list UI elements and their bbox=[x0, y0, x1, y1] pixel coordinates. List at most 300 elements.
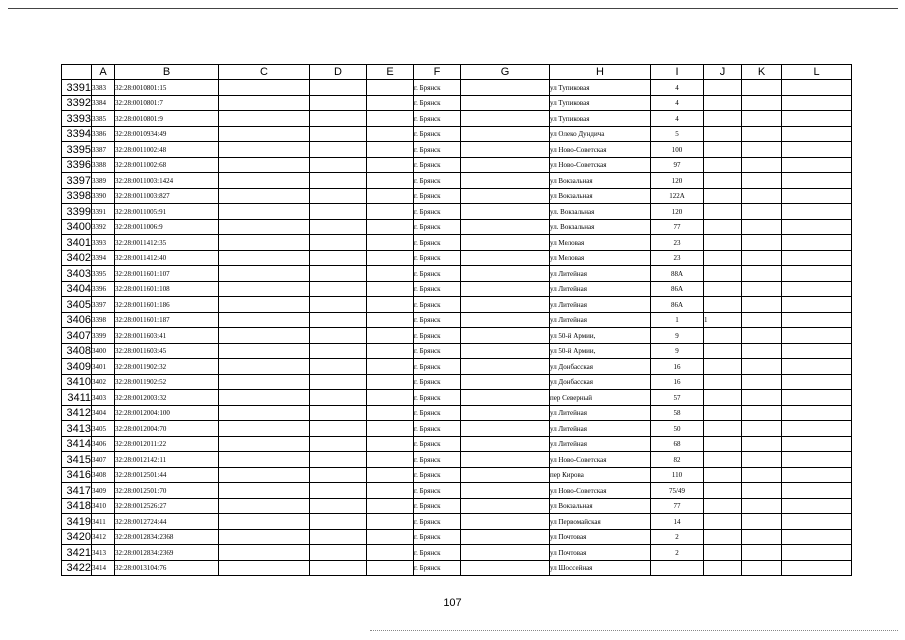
cell-d[interactable] bbox=[310, 297, 367, 313]
cell-street[interactable]: ул Тупиковая bbox=[550, 111, 651, 127]
cell-g[interactable] bbox=[461, 343, 550, 359]
cell-cadastral-number[interactable]: 32:28:0012834:2368 bbox=[115, 529, 219, 545]
cell-cadastral-number[interactable]: 32:28:0010801:9 bbox=[115, 111, 219, 127]
row-number[interactable]: 3392 bbox=[62, 95, 92, 111]
cell-a[interactable]: 3399 bbox=[92, 328, 115, 344]
cell-a[interactable]: 3401 bbox=[92, 359, 115, 375]
cell-house-number[interactable]: 88А bbox=[651, 266, 704, 282]
cell-cadastral-number[interactable]: 32:28:0012526:27 bbox=[115, 498, 219, 514]
cell-a[interactable]: 3402 bbox=[92, 374, 115, 390]
cell-j[interactable] bbox=[704, 421, 742, 437]
cell-c[interactable] bbox=[219, 219, 310, 235]
cell-l[interactable] bbox=[782, 312, 852, 328]
cell-a[interactable]: 3414 bbox=[92, 560, 115, 576]
cell-city[interactable]: г. Брянск bbox=[414, 436, 461, 452]
cell-d[interactable] bbox=[310, 560, 367, 576]
cell-j[interactable] bbox=[704, 390, 742, 406]
cell-l[interactable] bbox=[782, 343, 852, 359]
row-number[interactable]: 3406 bbox=[62, 312, 92, 328]
cell-city[interactable]: г. Брянск bbox=[414, 95, 461, 111]
cell-k[interactable] bbox=[742, 281, 782, 297]
cell-street[interactable]: ул Литейная bbox=[550, 297, 651, 313]
cell-cadastral-number[interactable]: 32:28:0011902:32 bbox=[115, 359, 219, 375]
cell-d[interactable] bbox=[310, 421, 367, 437]
row-number[interactable]: 3415 bbox=[62, 452, 92, 468]
cell-a[interactable]: 3408 bbox=[92, 467, 115, 483]
cell-e[interactable] bbox=[367, 343, 414, 359]
cell-e[interactable] bbox=[367, 390, 414, 406]
cell-l[interactable] bbox=[782, 80, 852, 96]
cell-cadastral-number[interactable]: 32:28:0010801:15 bbox=[115, 80, 219, 96]
cell-a[interactable]: 3389 bbox=[92, 173, 115, 189]
cell-d[interactable] bbox=[310, 219, 367, 235]
cell-d[interactable] bbox=[310, 483, 367, 499]
cell-cadastral-number[interactable]: 32:28:0012011:22 bbox=[115, 436, 219, 452]
cell-j[interactable] bbox=[704, 498, 742, 514]
cell-e[interactable] bbox=[367, 126, 414, 142]
cell-l[interactable] bbox=[782, 483, 852, 499]
cell-c[interactable] bbox=[219, 312, 310, 328]
cell-cadastral-number[interactable]: 32:28:0011412:35 bbox=[115, 235, 219, 251]
cell-a[interactable]: 3410 bbox=[92, 498, 115, 514]
cell-k[interactable] bbox=[742, 405, 782, 421]
cell-e[interactable] bbox=[367, 235, 414, 251]
cell-street[interactable]: ул Литейная bbox=[550, 281, 651, 297]
cell-j[interactable] bbox=[704, 405, 742, 421]
cell-cadastral-number[interactable]: 32:28:0011003:1424 bbox=[115, 173, 219, 189]
cell-a[interactable]: 3383 bbox=[92, 80, 115, 96]
cell-d[interactable] bbox=[310, 235, 367, 251]
cell-d[interactable] bbox=[310, 529, 367, 545]
cell-cadastral-number[interactable]: 32:28:0011002:48 bbox=[115, 142, 219, 158]
cell-g[interactable] bbox=[461, 188, 550, 204]
cell-street[interactable]: ул 50-й Армии, bbox=[550, 343, 651, 359]
cell-j[interactable] bbox=[704, 157, 742, 173]
cell-a[interactable]: 3409 bbox=[92, 483, 115, 499]
column-header-k[interactable]: K bbox=[742, 65, 782, 80]
cell-g[interactable] bbox=[461, 80, 550, 96]
cell-street[interactable]: ул. Вокзальная bbox=[550, 204, 651, 220]
cell-d[interactable] bbox=[310, 95, 367, 111]
cell-e[interactable] bbox=[367, 421, 414, 437]
cell-k[interactable] bbox=[742, 560, 782, 576]
cell-l[interactable] bbox=[782, 328, 852, 344]
cell-k[interactable] bbox=[742, 343, 782, 359]
cell-d[interactable] bbox=[310, 204, 367, 220]
cell-l[interactable] bbox=[782, 281, 852, 297]
cell-k[interactable] bbox=[742, 390, 782, 406]
cell-k[interactable] bbox=[742, 421, 782, 437]
cell-d[interactable] bbox=[310, 514, 367, 530]
cell-house-number[interactable]: 23 bbox=[651, 235, 704, 251]
cell-street[interactable]: ул Почтовая bbox=[550, 529, 651, 545]
cell-a[interactable]: 3397 bbox=[92, 297, 115, 313]
cell-d[interactable] bbox=[310, 498, 367, 514]
cell-city[interactable]: г. Брянск bbox=[414, 312, 461, 328]
cell-city[interactable]: г. Брянск bbox=[414, 390, 461, 406]
cell-house-number[interactable]: 82 bbox=[651, 452, 704, 468]
cell-a[interactable]: 3386 bbox=[92, 126, 115, 142]
cell-a[interactable]: 3405 bbox=[92, 421, 115, 437]
cell-k[interactable] bbox=[742, 452, 782, 468]
cell-l[interactable] bbox=[782, 374, 852, 390]
cell-a[interactable]: 3388 bbox=[92, 157, 115, 173]
cell-street[interactable]: ул Донбасская bbox=[550, 374, 651, 390]
cell-k[interactable] bbox=[742, 328, 782, 344]
cell-l[interactable] bbox=[782, 188, 852, 204]
cell-d[interactable] bbox=[310, 266, 367, 282]
cell-e[interactable] bbox=[367, 560, 414, 576]
cell-e[interactable] bbox=[367, 219, 414, 235]
cell-k[interactable] bbox=[742, 235, 782, 251]
cell-g[interactable] bbox=[461, 405, 550, 421]
cell-city[interactable]: г. Брянск bbox=[414, 235, 461, 251]
cell-city[interactable]: г. Брянск bbox=[414, 545, 461, 561]
cell-g[interactable] bbox=[461, 250, 550, 266]
cell-house-number[interactable]: 100 bbox=[651, 142, 704, 158]
cell-c[interactable] bbox=[219, 204, 310, 220]
cell-c[interactable] bbox=[219, 560, 310, 576]
cell-cadastral-number[interactable]: 32:28:0011601:108 bbox=[115, 281, 219, 297]
cell-cadastral-number[interactable]: 32:28:0012501:44 bbox=[115, 467, 219, 483]
cell-c[interactable] bbox=[219, 343, 310, 359]
cell-street[interactable]: ул Литейная bbox=[550, 405, 651, 421]
cell-g[interactable] bbox=[461, 126, 550, 142]
cell-l[interactable] bbox=[782, 126, 852, 142]
cell-j[interactable] bbox=[704, 514, 742, 530]
cell-e[interactable] bbox=[367, 188, 414, 204]
cell-c[interactable] bbox=[219, 514, 310, 530]
row-number[interactable]: 3413 bbox=[62, 421, 92, 437]
cell-g[interactable] bbox=[461, 545, 550, 561]
cell-street[interactable]: ул Меловая bbox=[550, 235, 651, 251]
cell-cadastral-number[interactable]: 32:28:0011601:186 bbox=[115, 297, 219, 313]
cell-cadastral-number[interactable]: 32:28:0010934:49 bbox=[115, 126, 219, 142]
cell-k[interactable] bbox=[742, 266, 782, 282]
cell-l[interactable] bbox=[782, 529, 852, 545]
cell-city[interactable]: г. Брянск bbox=[414, 219, 461, 235]
cell-street[interactable]: ул 50-й Армии, bbox=[550, 328, 651, 344]
cell-k[interactable] bbox=[742, 529, 782, 545]
cell-k[interactable] bbox=[742, 80, 782, 96]
cell-a[interactable]: 3392 bbox=[92, 219, 115, 235]
cell-g[interactable] bbox=[461, 297, 550, 313]
cell-house-number[interactable]: 14 bbox=[651, 514, 704, 530]
cell-c[interactable] bbox=[219, 250, 310, 266]
cell-a[interactable]: 3407 bbox=[92, 452, 115, 468]
row-number[interactable]: 3391 bbox=[62, 80, 92, 96]
cell-city[interactable]: г. Брянск bbox=[414, 483, 461, 499]
cell-street[interactable]: ул Олеко Дундича bbox=[550, 126, 651, 142]
row-number[interactable]: 3410 bbox=[62, 374, 92, 390]
cell-c[interactable] bbox=[219, 157, 310, 173]
cell-house-number[interactable]: 50 bbox=[651, 421, 704, 437]
cell-g[interactable] bbox=[461, 390, 550, 406]
cell-street[interactable]: ул Ново-Советская bbox=[550, 452, 651, 468]
cell-cadastral-number[interactable]: 32:28:0011601:107 bbox=[115, 266, 219, 282]
cell-k[interactable] bbox=[742, 95, 782, 111]
cell-d[interactable] bbox=[310, 312, 367, 328]
cell-cadastral-number[interactable]: 32:28:0013104:76 bbox=[115, 560, 219, 576]
cell-d[interactable] bbox=[310, 281, 367, 297]
cell-city[interactable]: г. Брянск bbox=[414, 467, 461, 483]
cell-c[interactable] bbox=[219, 405, 310, 421]
cell-j[interactable] bbox=[704, 436, 742, 452]
cell-city[interactable]: г. Брянск bbox=[414, 188, 461, 204]
column-header-c[interactable]: C bbox=[219, 65, 310, 80]
cell-street[interactable]: ул Вокзальная bbox=[550, 173, 651, 189]
cell-house-number[interactable]: 77 bbox=[651, 498, 704, 514]
cell-house-number[interactable]: 120 bbox=[651, 173, 704, 189]
cell-j[interactable] bbox=[704, 452, 742, 468]
cell-a[interactable]: 3390 bbox=[92, 188, 115, 204]
cell-g[interactable] bbox=[461, 157, 550, 173]
cell-city[interactable]: г. Брянск bbox=[414, 328, 461, 344]
row-number[interactable]: 3393 bbox=[62, 111, 92, 127]
cell-e[interactable] bbox=[367, 374, 414, 390]
row-number[interactable]: 3416 bbox=[62, 467, 92, 483]
column-header-g[interactable]: G bbox=[461, 65, 550, 80]
cell-j[interactable]: 1 bbox=[704, 312, 742, 328]
cell-c[interactable] bbox=[219, 436, 310, 452]
cell-g[interactable] bbox=[461, 312, 550, 328]
cell-city[interactable]: г. Брянск bbox=[414, 126, 461, 142]
cell-cadastral-number[interactable]: 32:28:0011603:41 bbox=[115, 328, 219, 344]
cell-l[interactable] bbox=[782, 173, 852, 189]
cell-k[interactable] bbox=[742, 359, 782, 375]
cell-e[interactable] bbox=[367, 483, 414, 499]
cell-j[interactable] bbox=[704, 328, 742, 344]
cell-j[interactable] bbox=[704, 173, 742, 189]
cell-d[interactable] bbox=[310, 374, 367, 390]
cell-d[interactable] bbox=[310, 328, 367, 344]
cell-l[interactable] bbox=[782, 452, 852, 468]
cell-g[interactable] bbox=[461, 452, 550, 468]
cell-k[interactable] bbox=[742, 173, 782, 189]
cell-house-number[interactable]: 75/49 bbox=[651, 483, 704, 499]
cell-j[interactable] bbox=[704, 250, 742, 266]
cell-cadastral-number[interactable]: 32:28:0012004:100 bbox=[115, 405, 219, 421]
cell-city[interactable]: г. Брянск bbox=[414, 421, 461, 437]
cell-e[interactable] bbox=[367, 157, 414, 173]
cell-k[interactable] bbox=[742, 436, 782, 452]
cell-a[interactable]: 3398 bbox=[92, 312, 115, 328]
cell-c[interactable] bbox=[219, 297, 310, 313]
cell-street[interactable]: ул Тупиковая bbox=[550, 80, 651, 96]
cell-house-number[interactable]: 16 bbox=[651, 374, 704, 390]
column-header-h[interactable]: H bbox=[550, 65, 651, 80]
cell-g[interactable] bbox=[461, 498, 550, 514]
cell-e[interactable] bbox=[367, 142, 414, 158]
cell-d[interactable] bbox=[310, 80, 367, 96]
cell-c[interactable] bbox=[219, 80, 310, 96]
row-number[interactable]: 3398 bbox=[62, 188, 92, 204]
cell-l[interactable] bbox=[782, 467, 852, 483]
corner-header[interactable] bbox=[62, 65, 92, 80]
cell-j[interactable] bbox=[704, 219, 742, 235]
cell-c[interactable] bbox=[219, 545, 310, 561]
cell-g[interactable] bbox=[461, 204, 550, 220]
cell-c[interactable] bbox=[219, 421, 310, 437]
cell-e[interactable] bbox=[367, 328, 414, 344]
cell-a[interactable]: 3400 bbox=[92, 343, 115, 359]
cell-g[interactable] bbox=[461, 421, 550, 437]
row-number[interactable]: 3422 bbox=[62, 560, 92, 576]
row-number[interactable]: 3405 bbox=[62, 297, 92, 313]
cell-g[interactable] bbox=[461, 374, 550, 390]
cell-c[interactable] bbox=[219, 498, 310, 514]
cell-l[interactable] bbox=[782, 235, 852, 251]
column-header-d[interactable]: D bbox=[310, 65, 367, 80]
cell-city[interactable]: г. Брянск bbox=[414, 173, 461, 189]
row-number[interactable]: 3417 bbox=[62, 483, 92, 499]
cell-g[interactable] bbox=[461, 142, 550, 158]
cell-j[interactable] bbox=[704, 80, 742, 96]
cell-house-number[interactable]: 23 bbox=[651, 250, 704, 266]
cell-l[interactable] bbox=[782, 142, 852, 158]
cell-house-number[interactable]: 68 bbox=[651, 436, 704, 452]
cell-street[interactable]: ул Вокзальная bbox=[550, 188, 651, 204]
cell-k[interactable] bbox=[742, 126, 782, 142]
cell-house-number[interactable]: 97 bbox=[651, 157, 704, 173]
cell-street[interactable]: ул Вокзальная bbox=[550, 498, 651, 514]
cell-a[interactable]: 3403 bbox=[92, 390, 115, 406]
cell-house-number[interactable]: 1 bbox=[651, 312, 704, 328]
cell-house-number[interactable]: 122А bbox=[651, 188, 704, 204]
cell-house-number[interactable]: 16 bbox=[651, 359, 704, 375]
cell-house-number[interactable]: 77 bbox=[651, 219, 704, 235]
cell-street[interactable]: ул. Вокзальная bbox=[550, 219, 651, 235]
cell-e[interactable] bbox=[367, 281, 414, 297]
cell-city[interactable]: г. Брянск bbox=[414, 514, 461, 530]
cell-cadastral-number[interactable]: 32:28:0011003:827 bbox=[115, 188, 219, 204]
cell-street[interactable]: ул Донбасская bbox=[550, 359, 651, 375]
cell-l[interactable] bbox=[782, 297, 852, 313]
cell-street[interactable]: ул Литейная bbox=[550, 312, 651, 328]
cell-c[interactable] bbox=[219, 266, 310, 282]
cell-cadastral-number[interactable]: 32:28:0012834:2369 bbox=[115, 545, 219, 561]
row-number[interactable]: 3394 bbox=[62, 126, 92, 142]
cell-j[interactable] bbox=[704, 560, 742, 576]
cell-j[interactable] bbox=[704, 266, 742, 282]
cell-e[interactable] bbox=[367, 545, 414, 561]
cell-street[interactable]: ул Меловая bbox=[550, 250, 651, 266]
cell-c[interactable] bbox=[219, 173, 310, 189]
row-number[interactable]: 3419 bbox=[62, 514, 92, 530]
cell-g[interactable] bbox=[461, 235, 550, 251]
cell-g[interactable] bbox=[461, 467, 550, 483]
cell-street[interactable]: ул Шоссейная bbox=[550, 560, 651, 576]
cell-c[interactable] bbox=[219, 235, 310, 251]
cell-j[interactable] bbox=[704, 467, 742, 483]
cell-cadastral-number[interactable]: 32:28:0011005:91 bbox=[115, 204, 219, 220]
cell-g[interactable] bbox=[461, 514, 550, 530]
cell-e[interactable] bbox=[367, 111, 414, 127]
cell-j[interactable] bbox=[704, 235, 742, 251]
cell-l[interactable] bbox=[782, 95, 852, 111]
cell-g[interactable] bbox=[461, 436, 550, 452]
cell-k[interactable] bbox=[742, 250, 782, 266]
cell-street[interactable]: пер Кирова bbox=[550, 467, 651, 483]
row-number[interactable]: 3399 bbox=[62, 204, 92, 220]
row-number[interactable]: 3412 bbox=[62, 405, 92, 421]
cell-d[interactable] bbox=[310, 250, 367, 266]
cell-k[interactable] bbox=[742, 312, 782, 328]
cell-j[interactable] bbox=[704, 188, 742, 204]
cell-g[interactable] bbox=[461, 219, 550, 235]
cell-cadastral-number[interactable]: 32:28:0011603:45 bbox=[115, 343, 219, 359]
cell-l[interactable] bbox=[782, 560, 852, 576]
cell-g[interactable] bbox=[461, 173, 550, 189]
cell-d[interactable] bbox=[310, 452, 367, 468]
cell-g[interactable] bbox=[461, 560, 550, 576]
cell-house-number[interactable] bbox=[651, 560, 704, 576]
cell-j[interactable] bbox=[704, 359, 742, 375]
cell-street[interactable]: ул Первомайская bbox=[550, 514, 651, 530]
cell-c[interactable] bbox=[219, 111, 310, 127]
cell-city[interactable]: г. Брянск bbox=[414, 157, 461, 173]
cell-city[interactable]: г. Брянск bbox=[414, 142, 461, 158]
cell-city[interactable]: г. Брянск bbox=[414, 204, 461, 220]
cell-cadastral-number[interactable]: 32:28:0012501:70 bbox=[115, 483, 219, 499]
cell-street[interactable]: ул Литейная bbox=[550, 266, 651, 282]
cell-e[interactable] bbox=[367, 266, 414, 282]
cell-cadastral-number[interactable]: 32:28:0012724:44 bbox=[115, 514, 219, 530]
cell-j[interactable] bbox=[704, 529, 742, 545]
cell-a[interactable]: 3394 bbox=[92, 250, 115, 266]
cell-house-number[interactable]: 4 bbox=[651, 95, 704, 111]
cell-a[interactable]: 3395 bbox=[92, 266, 115, 282]
cell-e[interactable] bbox=[367, 204, 414, 220]
cell-e[interactable] bbox=[367, 452, 414, 468]
cell-k[interactable] bbox=[742, 111, 782, 127]
cell-g[interactable] bbox=[461, 328, 550, 344]
cell-k[interactable] bbox=[742, 204, 782, 220]
cell-e[interactable] bbox=[367, 514, 414, 530]
cell-cadastral-number[interactable]: 32:28:0010801:7 bbox=[115, 95, 219, 111]
cell-house-number[interactable]: 120 bbox=[651, 204, 704, 220]
cell-a[interactable]: 3404 bbox=[92, 405, 115, 421]
row-number[interactable]: 3404 bbox=[62, 281, 92, 297]
cell-e[interactable] bbox=[367, 312, 414, 328]
cell-k[interactable] bbox=[742, 545, 782, 561]
cell-city[interactable]: г. Брянск bbox=[414, 80, 461, 96]
cell-house-number[interactable]: 4 bbox=[651, 80, 704, 96]
row-number[interactable]: 3400 bbox=[62, 219, 92, 235]
cell-city[interactable]: г. Брянск bbox=[414, 111, 461, 127]
row-number[interactable]: 3403 bbox=[62, 266, 92, 282]
row-number[interactable]: 3396 bbox=[62, 157, 92, 173]
cell-e[interactable] bbox=[367, 80, 414, 96]
cell-d[interactable] bbox=[310, 405, 367, 421]
cell-street[interactable]: ул Литейная bbox=[550, 436, 651, 452]
cell-d[interactable] bbox=[310, 436, 367, 452]
cell-c[interactable] bbox=[219, 142, 310, 158]
cell-street[interactable]: ул Ново-Советская bbox=[550, 157, 651, 173]
cell-k[interactable] bbox=[742, 188, 782, 204]
cell-city[interactable]: г. Брянск bbox=[414, 281, 461, 297]
cell-l[interactable] bbox=[782, 250, 852, 266]
cell-street[interactable]: ул Ново-Советская bbox=[550, 483, 651, 499]
cell-j[interactable] bbox=[704, 142, 742, 158]
cell-k[interactable] bbox=[742, 374, 782, 390]
cell-j[interactable] bbox=[704, 111, 742, 127]
cell-house-number[interactable]: 2 bbox=[651, 545, 704, 561]
cell-l[interactable] bbox=[782, 204, 852, 220]
column-header-e[interactable]: E bbox=[367, 65, 414, 80]
cell-e[interactable] bbox=[367, 467, 414, 483]
cell-c[interactable] bbox=[219, 359, 310, 375]
